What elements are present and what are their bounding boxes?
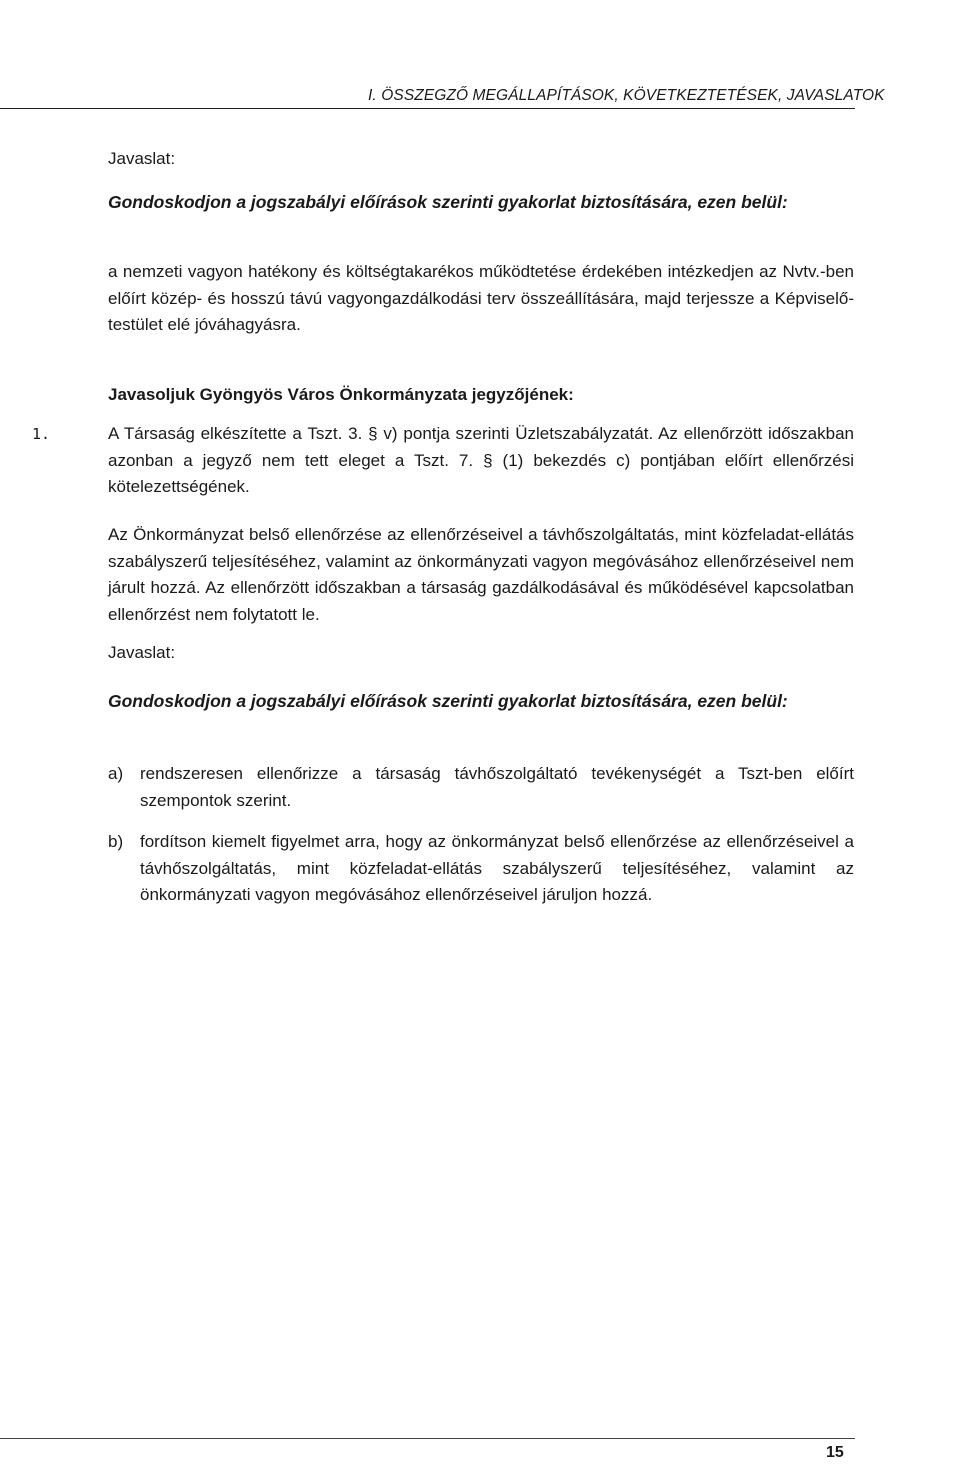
- section-heading: Javasoljuk Gyöngyös Város Önkormányzata jegyzőjének:: [108, 385, 574, 404]
- running-header: I. ÖSSZEGZŐ MEGÁLLAPÍTÁSOK, KÖVETKEZTETÉSEK, JAVASLATOK: [368, 87, 885, 104]
- javaslat-label-2: Javaslat:: [108, 643, 176, 662]
- list-item-label-b: b): [108, 832, 124, 851]
- list-item-label-a: a): [108, 764, 124, 783]
- footer-rule: [0, 1438, 855, 1439]
- directive-2: Gondoskodjon a jogszabályi előírások szerinti gyakorlat biztosítására, ezen belül:: [108, 691, 788, 711]
- list-item-text-b: fordítson kiemelt figyelmet arra, hogy az önkormányzat belső ellenőrzése az ellenőrzéseivel a távhőszolgáltatás, mint közfeladat-ellátás szabályszerű teljesítéséhez, valamint az önkormányzati vagyon megóvásához ellenőrzéseivel járuljon hozzá.: [140, 832, 854, 904]
- header-rule: [0, 108, 855, 109]
- directive-1: Gondoskodjon a jogszabályi előírások szerinti gyakorlat biztosítására, ezen belül:: [108, 192, 788, 212]
- javaslat-label-1: Javaslat:: [108, 149, 176, 168]
- list-item-text-a: rendszeresen ellenőrizze a társaság távhőszolgáltató tevékenységét a Tszt-ben előírt szempontok szerint.: [140, 764, 854, 810]
- proposal-paragraph-1: a nemzeti vagyon hatékony és költségtakarékos működtetése érdekében intézkedjen az Nvtv.-ben előírt közép- és hosszú távú vagyongazdálkodási terv összeállítására, majd terjessze a Képviselő-testület elé jóváhagyásra.: [108, 262, 854, 334]
- page-number: 15: [826, 1444, 844, 1461]
- item-number: 1.: [32, 425, 51, 443]
- finding-paragraph: A Társaság elkészítette a Tszt. 3. § v) pontja szerinti Üzletszabályzatát. Az ellenőrzött időszakban azonban a jegyző nem tett eleget a Tszt. 7. § (1) bekezdés c) pontjában előírt ellenőrzési kötelezettségének.: [108, 424, 854, 496]
- internal-audit-paragraph: Az Önkormányzat belső ellenőrzése az ellenőrzéseivel a távhőszolgáltatás, mint közfeladat-ellátás szabályszerű teljesítéséhez, valamint az önkormányzati vagyon megóvásához ellenőrzéseivel nem járult hozzá. Az ellenőrzött időszakban a társaság gazdálkodásával és működésével kapcsolatban ellenőrzést nem folytatott le.: [108, 525, 854, 624]
